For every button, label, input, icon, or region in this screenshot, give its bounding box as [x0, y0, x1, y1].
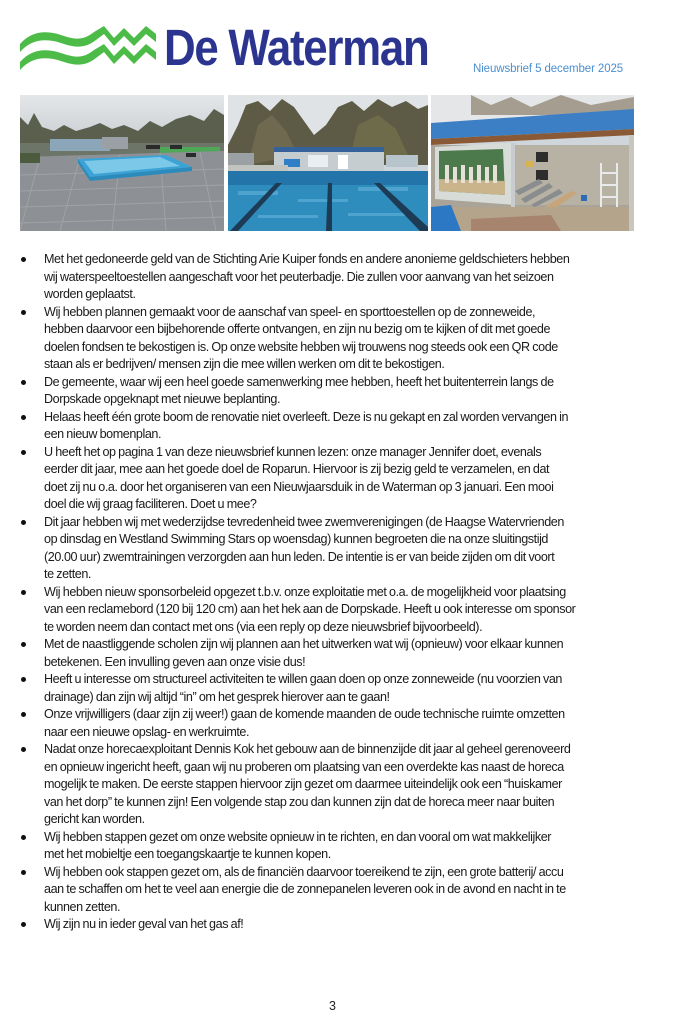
text-line: U heeft het op pagina 1 van deze nieuwsbrief kunnen lezen: onze manager Jennifer doet, evenals [44, 443, 542, 459]
bullet-icon [21, 642, 26, 647]
text-line: aan te schaffen om het te veel aan energie die de zonnepanelen leveren ook in de avond en nacht in te [44, 881, 566, 896]
bullet-icon [21, 747, 26, 752]
text-line: naar een nieuwe opslag- en werkruimte. [44, 723, 250, 739]
bullet-icon [21, 590, 26, 595]
news-bullet-list [0, 250, 673, 933]
wedstrijdbad-photo [228, 95, 428, 231]
text-line: drainage) dan zijn wij altijd “in” om het gesprek hierover aan te gaan! [44, 688, 390, 704]
text-line: De gemeente, waar wij een heel goede samenwerking mee hebben, heeft het buitenterrein langs de [44, 373, 554, 389]
news-item-water-play-equipment [0, 250, 673, 303]
news-item-horeca [0, 740, 673, 828]
news-item-gas-free [0, 915, 673, 933]
text-line: wij waterspeeltoestellen aangeschaft voor het peuterbadje. Die zullen voor aanvang van het seizoen [44, 268, 554, 284]
text-line: van het dorp” te kunnen zijn! Een volgende stap zou dan kunnen zijn dat de horeca meer naar buiten [44, 793, 555, 809]
news-item-volunteers [0, 705, 673, 740]
text-line: Dorpskade opgeknapt met nieuwe beplanting. [44, 391, 281, 406]
text-line: doel die wij graag faciliteren. Doet u mee? [44, 496, 257, 511]
text-line: Dit jaar hebben wij met wederzijdse tevredenheid twee zwemverenigingen (de Haagse Watervrienden [44, 513, 564, 529]
bullet-icon [21, 712, 26, 717]
waves-icon [18, 22, 160, 74]
news-item-roparun [0, 443, 673, 513]
text-line: gericht kan worden. [44, 811, 145, 826]
text-line: en opnieuw ingericht heeft, gaan wij nu proberen om plaatsing van een overdekte kas naast de horeca [44, 758, 564, 774]
text-line: Wij hebben nieuw sponsorbeleid opgezet t.b.v. onze exploitatie met o.a. de mogelijkheid voor plaatsing [44, 583, 566, 599]
text-line: met het mobieltje een toegangskaartje te kunnen kopen. [44, 846, 331, 861]
text-line: staan als er bedrijven/ mensen zijn die mee willen werken om dit te bekostigen. [44, 356, 445, 371]
text-line: doelen fondsen te bekostigen is. Op onze website hebben wij trouwens nog steeds ook een QR code [44, 338, 558, 354]
bullet-icon [21, 415, 26, 420]
bullet-icon [21, 257, 26, 262]
text-line: van een reclamebord (120 bij 120 cm) aan het hek aan de Dorpskade. Heeft u ook interesse om sponsor [44, 601, 576, 616]
news-item-tree-removed [0, 408, 673, 443]
text-line: te worden neem dan contact met ons (via een reply op deze nieuwsbrief bijvoorbeeld). [44, 618, 483, 634]
text-line: Heeft u interesse om structureel activiteiten te willen gaan doen op onze zonneweide (nu voorzien van [44, 671, 563, 686]
text-line: worden geplaatst. [44, 286, 136, 301]
text-line: Helaas heeft één grote boom de renovatie niet overleeft. Deze is nu gekapt en zal worden vervangen in [44, 408, 569, 424]
logo-title: De Waterman [164, 19, 429, 76]
text-line: Wij hebben stappen gezet om onze website opnieuw in te richten, en dan vooral om wat makkelijker [44, 828, 552, 844]
text-line: doet zij nu o.a. door het organiseren van een Nieuwjaarsduik in de Waterman op 3 januari. Een mooi [44, 478, 554, 494]
text-line: een nieuw bomenplan. [44, 426, 162, 441]
text-line: kunnen zetten. [44, 898, 121, 914]
peuterbadje-photo [20, 95, 224, 231]
text-line: eerder dit jaar, mee aan het goede doel de Roparun. Hiervoor is zij bezig geld te verzamelen, en dat [44, 461, 550, 476]
news-item-battery [0, 863, 673, 916]
text-line: betekenen. Een invulling geven aan onze visie dus! [44, 653, 306, 669]
news-item-sun-meadow-activities [0, 670, 673, 705]
text-line: mogelijk te maken. De eerste stappen hiervoor zijn gezet om daarmee uiteindelijk ook een “huiskamer [44, 776, 562, 791]
issue-date: Nieuwsbrief 5 december 2025 [473, 63, 624, 75]
news-item-municipality-planting [0, 373, 673, 408]
text-line: Wij hebben plannen gemaakt voor de aanschaf van speel- en sporttoestellen op de zonneweide, [44, 303, 536, 319]
text-line: Nadat onze horecaexploitant Dennis Kok het gebouw aan de binnenzijde dit jaar al geheel gerenoveerd [44, 741, 571, 756]
bullet-icon [21, 922, 26, 927]
bullet-icon [21, 450, 26, 455]
news-item-schools [0, 635, 673, 670]
news-item-swim-clubs [0, 513, 673, 583]
text-line: (20.00 uur) zwemtrainingen verzorgden aan hun leden. De intentie is er van beide zijden om dit voort [44, 548, 555, 564]
news-item-website [0, 828, 673, 863]
bullet-icon [21, 380, 26, 385]
text-line: hebben daarvoor een bijbehorende offerte ontvangen, en zijn nu bezig om te kijken of dit met goede [44, 321, 551, 336]
text-line: Met het gedoneerde geld van de Stichting Arie Kuiper fonds en andere anonieme geldschieters hebben [44, 251, 570, 266]
bullet-icon [21, 310, 26, 315]
news-item-sun-meadow-equipment [0, 303, 673, 373]
bullet-icon [21, 520, 26, 525]
bullet-icon [21, 835, 26, 840]
text-line: op dinsdag en Westland Swimming Stars op woensdag) kunnen begroeten die na onze sluitingstijd [44, 531, 549, 546]
technische-ruimte-photo [431, 95, 634, 231]
news-item-sponsorship [0, 583, 673, 636]
bullet-icon [21, 870, 26, 875]
text-line: Wij hebben ook stappen gezet om, als de financiën daarvoor toereikend te zijn, een grote batterij/ accu [44, 863, 564, 879]
text-line: Met de naastliggende scholen zijn wij plannen aan het uitwerken wat wij (opnieuw) voor elkaar kunnen [44, 636, 564, 651]
text-line: Onze vrijwilligers (daar zijn zij weer!) gaan de komende maanden de oude technische ruimte omzetten [44, 706, 565, 721]
text-line: Wij zijn nu in ieder geval van het gas af! [44, 916, 244, 931]
page-number: 3 [329, 999, 336, 1013]
text-line: te zetten. [44, 566, 91, 581]
bullet-icon [21, 677, 26, 682]
